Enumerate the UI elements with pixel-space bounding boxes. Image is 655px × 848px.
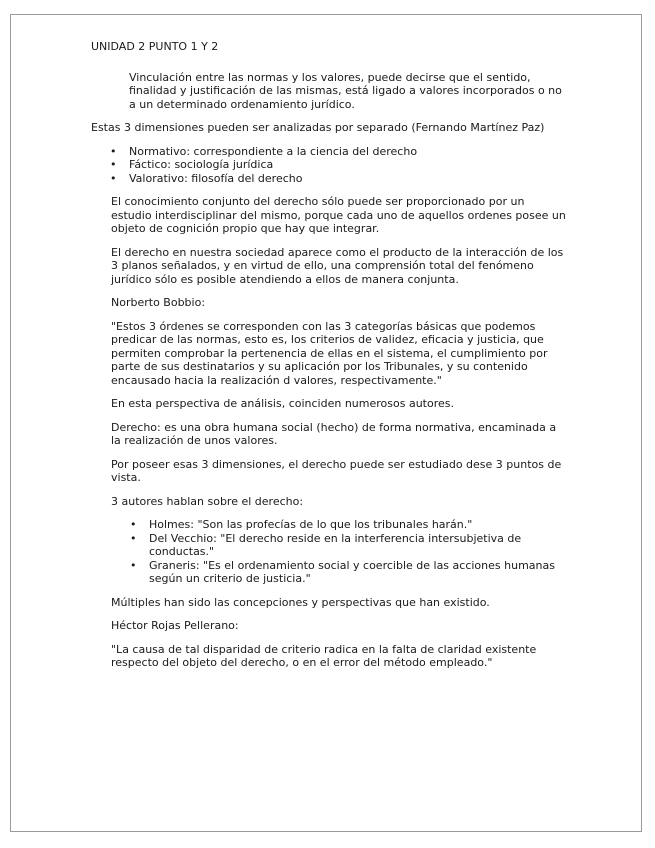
list-item-text: Fáctico: sociología jurídica [129, 158, 274, 171]
bullet-icon: • [130, 518, 137, 531]
dimensions-list [91, 145, 571, 186]
list-item-text: Normativo: correspondiente a la ciencia del derecho [129, 144, 418, 158]
authors-list [91, 518, 571, 586]
list-item-text: Graneris: "Es el ordenamiento social y coercible de las acciones humanas según un criterio de justicia." [149, 558, 555, 585]
bullet-icon: • [110, 171, 117, 185]
bullet-icon: • [110, 158, 117, 171]
list-item [110, 171, 571, 186]
paragraph-perspectiva: En esta perspectiva de análisis, coinciden numerosos autores. [111, 397, 454, 410]
list-item [130, 531, 571, 559]
intro-quote: Vinculación entre las normas y los valores, puede decirse que el sentido, finalidad y justificación de las mismas, está ligado a valores incorporados o no a un determinado ordenamiento jurídico. [129, 70, 562, 111]
paragraph-conocimiento: El conocimiento conjunto del derecho sólo puede ser proporcionado por un estudio interdisciplinar del mismo, porque cada uno de aquellos ordenes posee un objeto de cognición propio que hay que integrar. [111, 195, 566, 235]
author-bobbio: Norberto Bobbio: [111, 296, 206, 309]
paragraph-sociedad: El derecho en nuestra sociedad aparece como el producto de la interacción de los 3 planos señalados, y en virtud de ello, una comprensión total del fenómeno jurídico sólo es posible atendiendo a ellos de manera conjunta. [111, 245, 564, 286]
quote-bobbio: "Estos 3 órdenes se corresponden con las 3 categorías básicas que podemos predicar de las normas, esto es, los criterios de validez, eficacia y justicia, que permiten comprobar la pertenencia de ellas en el sistema, el cumplimiento por parte de sus destinatarios y su aplicación por los Tribunales, y su contenido encausado hacia la realización d valores, respectivamente." [111, 319, 548, 387]
paragraph-poseer: Por poseer esas 3 dimensiones, el derecho puede ser estudiado dese 3 puntos de vista. [111, 457, 562, 484]
list-item [110, 144, 571, 159]
list-item-text: Holmes: "Son las profecías de lo que los tribunales harán." [149, 518, 473, 531]
document-heading: UNIDAD 2 PUNTO 1 Y 2 [91, 40, 219, 53]
list-item [130, 518, 571, 532]
quote-rojas: "La causa de tal disparidad de criterio radica en la falta de claridad existente respecto del objeto del derecho, o en el error del método empleado." [111, 642, 537, 669]
bullet-icon: • [130, 558, 137, 572]
list-item [130, 558, 571, 586]
document-content [91, 40, 571, 680]
list-item-text: Valorativo: filosofía del derecho [129, 171, 303, 185]
bullet-icon: • [110, 144, 117, 158]
dimensions-intro: Estas 3 dimensiones pueden ser analizadas por separado (Fernando Martínez Paz) [91, 121, 545, 134]
list-item-text: Del Vecchio: "El derecho reside en la interferencia intersubjetiva de conductas." [149, 531, 522, 558]
author-rojas: Héctor Rojas Pellerano: [111, 619, 239, 632]
authors-intro: 3 autores hablan sobre el derecho: [111, 494, 304, 508]
bullet-icon: • [130, 531, 137, 545]
paragraph-derecho: Derecho: es una obra humana social (hecho) de forma normativa, encaminada a la realización de unos valores. [111, 420, 557, 447]
document-page [10, 14, 642, 832]
list-item [110, 158, 571, 172]
paragraph-multiples: Múltiples han sido las concepciones y perspectivas que han existido. [111, 595, 490, 609]
